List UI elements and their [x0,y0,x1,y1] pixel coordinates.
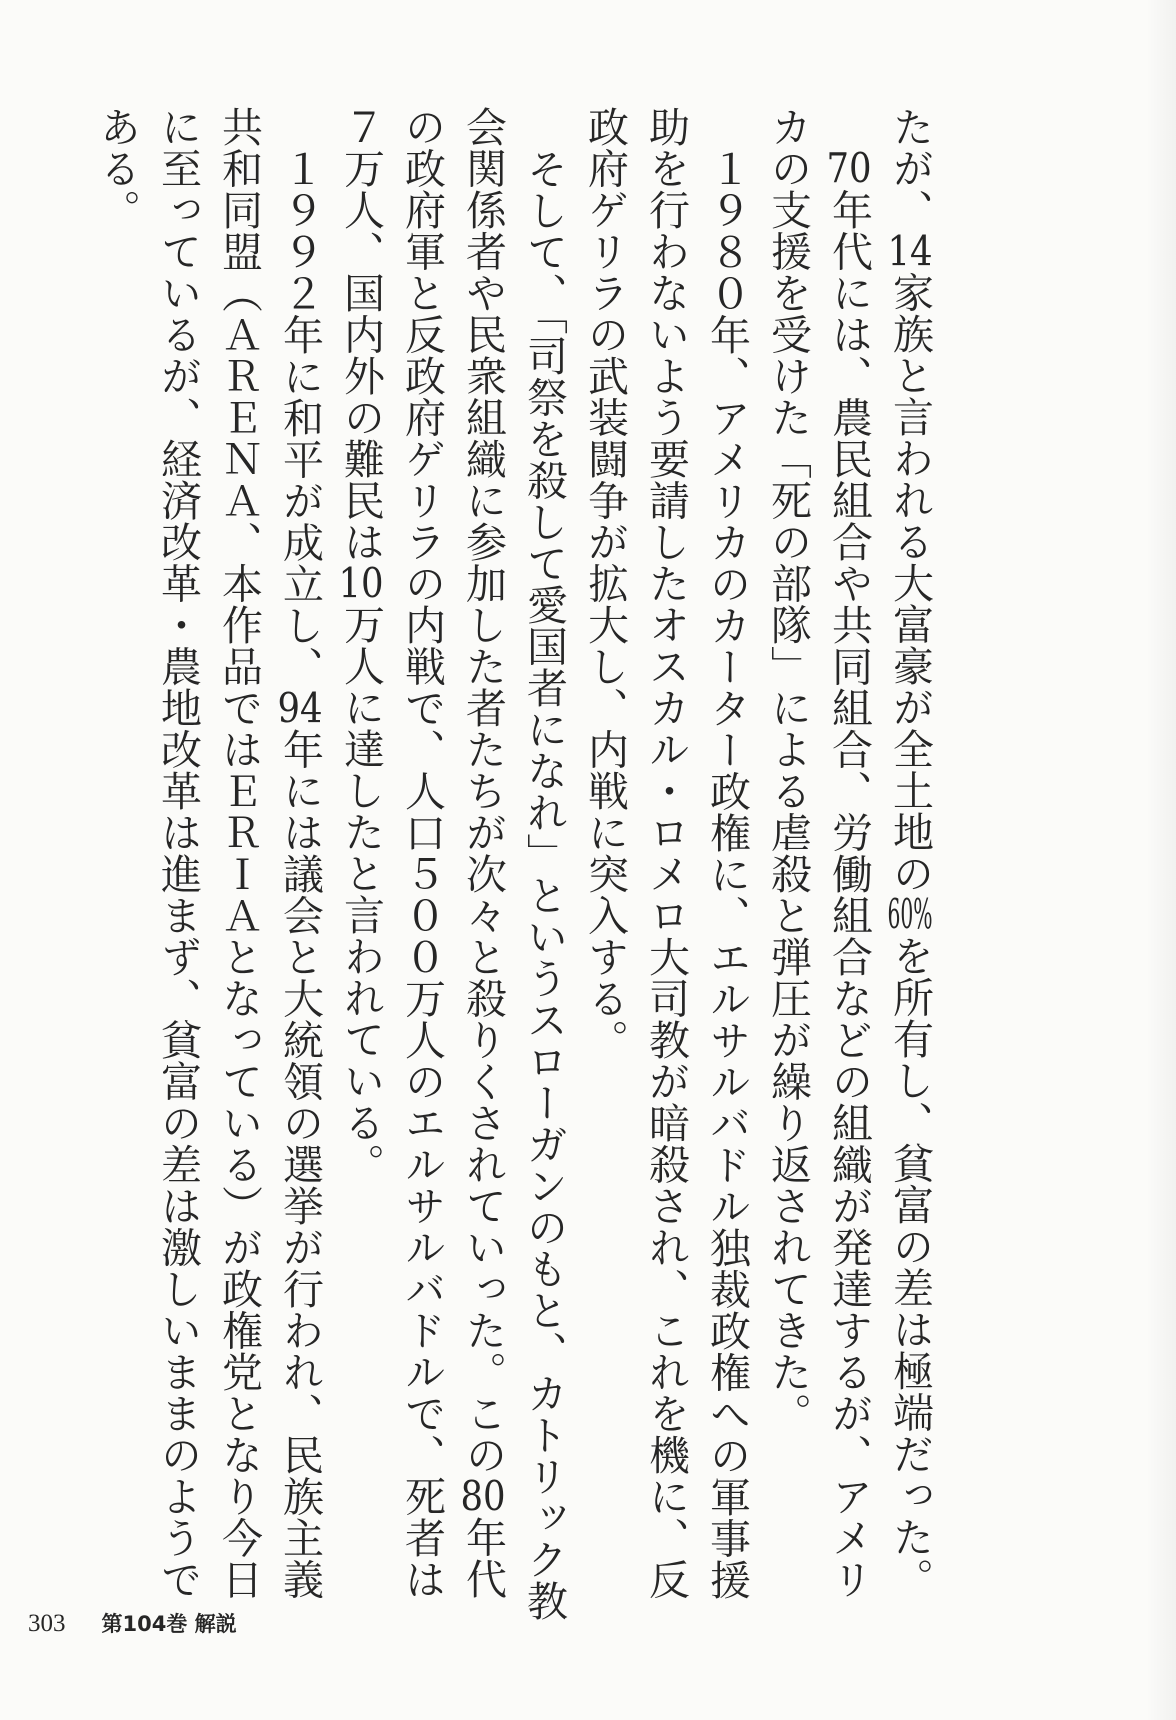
text-line-6: 政府ゲリラの武装闘争が拡大し、内戦に突入する。 [581,106,629,1061]
text-line-7: そして、「司祭を殺して愛国者になれ」というスローガンのもと、カトリック教 [520,148,568,1622]
upright-number: 14 [887,230,933,272]
text-line-10: ７万人、国内外の難民は10万人に達したと言われている。 [337,106,385,1185]
text-line-9: の政府軍と反政府ゲリラの内戦で、人口５００万人のエルサルバドルで、死者は [398,106,446,1600]
upright-number: 94 [277,687,323,729]
page-footer [28,1608,237,1638]
text-line-11: １９９２年に和平が成立し、94年には議会と大統領の選挙が行われ、民族主義 [276,148,324,1600]
text-line-5: 助を行わないよう要請したオスカル・ロメロ大司教が暗殺され、これを機に、反 [642,106,690,1600]
body-text [80,106,940,1622]
upright-number: 80 [460,1475,506,1517]
text-line-12: 共和同盟（ＡＲＥＮＡ、本作品ではＥＲＩＡとなっている）が政権党となり今日 [215,106,263,1600]
text-line-8: 会関係者や民衆組織に参加した者たちが次々と殺りくされていった。この80年代 [459,106,507,1600]
text-line-1: たが、14家族と言われる大富豪が全土地の60%を所有し、貧富の差は極端だった。 [886,106,934,1599]
text-line-2: 70年代には、農民組合や共同組合、労働組合などの組織が発達するが、アメリ [825,148,873,1600]
text-line-14: ある。 [93,106,141,231]
upright-number: 60% [887,894,933,935]
page-edge-shadow [1146,0,1176,1720]
text-line-4: １９８０年、アメリカのカーター政権に、エルサルバドル独裁政権への軍事援 [703,148,751,1601]
upright-number: 70 [826,148,872,189]
running-section-title: 第104巻 解説 [101,1612,237,1636]
upright-number: 10 [338,562,384,604]
text-line-13: に至っているが、経済改革・農地改革は進まず、貧富の差は激しいままのようで [154,106,202,1600]
page-number: 303 [28,1610,66,1637]
text-line-3: カの支援を受けた「死の部隊」による虐殺と弾圧が繰り返されてきた。 [764,106,812,1434]
